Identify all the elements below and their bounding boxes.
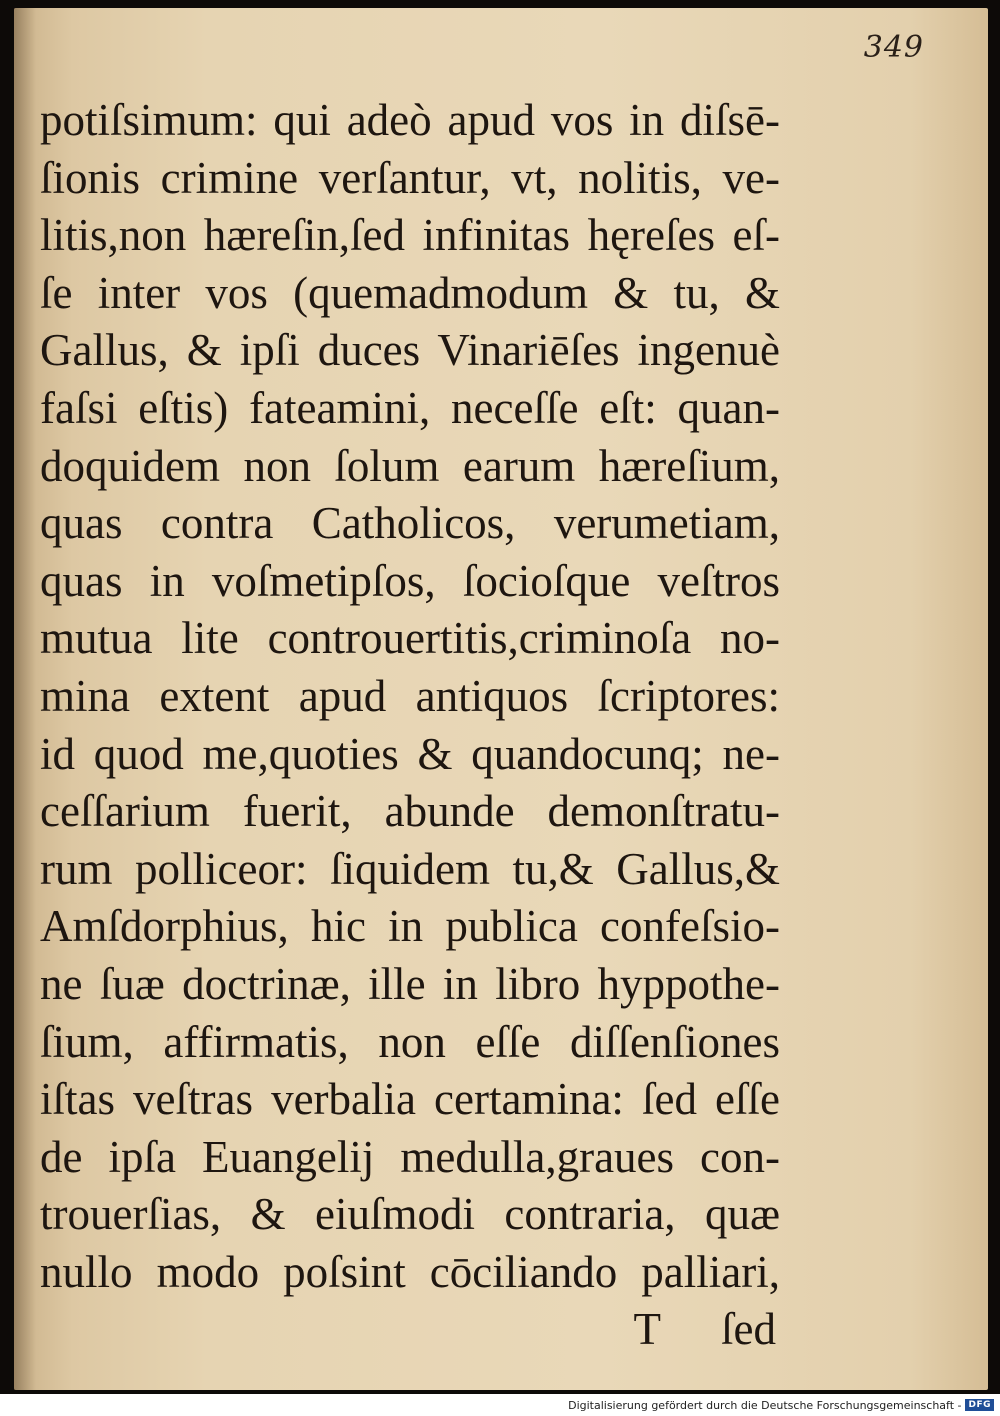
text-line: potiſsimum: qui adeò apud vos in diſsē-	[40, 95, 780, 145]
text-line: iſtas veſtras verbalia certamina: ſed eſſe	[40, 1074, 780, 1125]
text-line: ſe inter vos (quemadmodum & tu, &	[40, 267, 780, 318]
folio-number: 349	[863, 30, 924, 65]
text-line: ceſſarium fuerit, abunde demonſtratu-	[40, 786, 780, 837]
digitization-footer	[0, 1394, 1000, 1416]
signature-mark: T	[633, 1304, 662, 1355]
dfg-logo: DFG	[965, 1399, 994, 1411]
text-line: quas in voſmetipſos, ſocioſque veſtros	[40, 555, 780, 606]
text-line: doquidem non ſolum earum hæreſium,	[40, 440, 780, 491]
text-line: nullo modo poſsint cōciliando palliari,	[40, 1246, 780, 1297]
text-line: ne ſuæ doctrinæ, ille in libro hyppothe-	[40, 958, 780, 1009]
text-line: mutua lite controuertitis,criminoſa no-	[40, 613, 780, 664]
text-line: trouerſias, & eiuſmodi contraria, quæ	[40, 1189, 780, 1240]
text-line: faſsi eſtis) fateamini, neceſſe eſt: quan-	[40, 382, 780, 433]
text-line: Gallus, & ipſi duces Vinariēſes ingenuè	[40, 325, 780, 376]
text-line: rum polliceor: ſiquidem tu,& Gallus,&	[40, 843, 780, 894]
text-line: Amſdorphius, hic in publica confeſsio-	[40, 901, 780, 952]
page-text	[40, 92, 780, 1359]
text-line: ſionis crimine verſantur, vt, nolitis, ve-	[40, 152, 780, 203]
text-line: mina extent apud antiquos ſcriptores:	[40, 670, 780, 721]
text-line: ſium, affirmatis, non eſſe diſſenſiones	[40, 1016, 780, 1067]
funding-credit: Digitalisierung gefördert durch die Deutsche Forschungsgemeinschaft -	[568, 1398, 962, 1412]
catchword: ſed	[721, 1304, 776, 1355]
book-page	[14, 8, 988, 1390]
catchword-line	[40, 1301, 780, 1359]
text-line: id quod me,quoties & quandocunq; ne-	[40, 728, 780, 779]
text-line: quas contra Catholicos, verumetiam,	[40, 498, 780, 549]
text-line: litis,non hæreſin,ſed infinitas hęreſes eſ-	[40, 210, 780, 261]
text-line: de ipſa Euangelij medulla,graues con-	[40, 1131, 780, 1182]
